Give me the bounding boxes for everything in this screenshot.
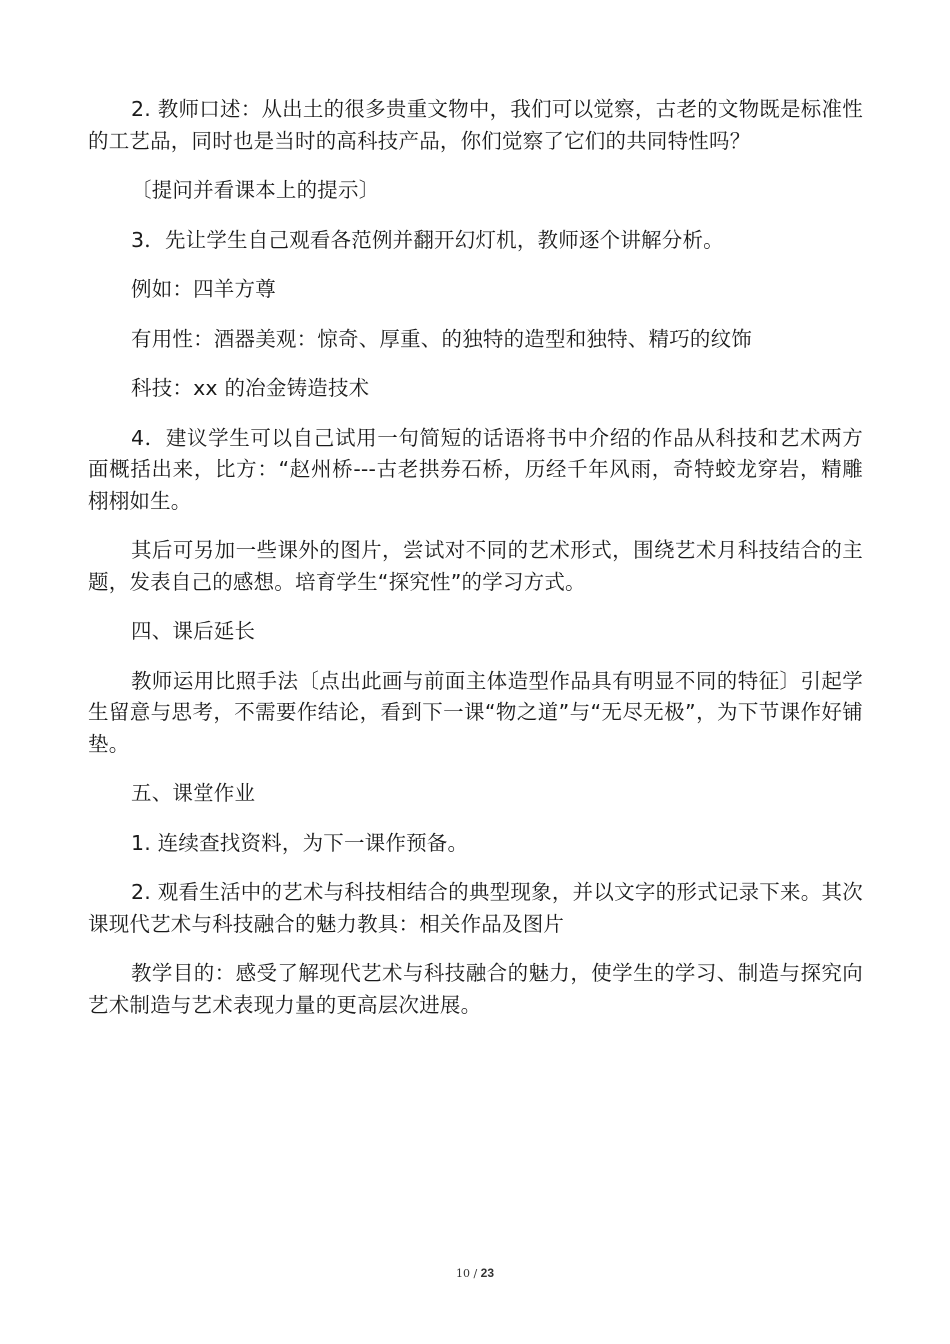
section-heading-homework: 五、课堂作业 <box>131 781 256 805</box>
paragraph-extra-images: 其后可另加一些课外的图片，尝试对不同的艺术形式，围绕艺术月科技结合的主题，发表自己的感想。培育学生“探究性”的学习方式。 <box>88 538 863 594</box>
paragraph-technology: 科技：xx 的冶金铸造技术 <box>131 376 370 400</box>
page-number <box>0 1266 950 1280</box>
paragraph-usefulness: 有用性：酒器美观：惊奇、厚重、的独特的造型和独特、精巧的纹饰 <box>131 326 752 351</box>
paragraph-example: 例如：四羊方尊 <box>131 277 276 301</box>
document-body <box>88 94 863 1039</box>
paragraph-comparison: 教师运用比照手法〔点出此画与前面主体造型作品具有明显不同的特征〕引起学生留意与思考，不需要作结论，看到下一课“物之道”与“无尽无极”，为下节课作好铺垫。 <box>88 668 863 756</box>
paragraph-teaching-goal: 教学目的：感受了解现代艺术与科技融合的魅力，使学生的学习、制造与探究向艺术制造与艺术表现力量的更高层次进展。 <box>88 961 863 1017</box>
current-page-number: 10 <box>455 1267 470 1280</box>
paragraph-question-hint: 〔提问并看课本上的提示〕 <box>131 178 380 202</box>
paragraph-teacher-narration: 2. 教师口述：从出土的很多贵重文物中，我们可以觉察，古老的文物既是标准性的工艺品，同时也是当时的高科技产品，你们觉察了它们的共同特性吗？ <box>88 97 863 153</box>
total-pages: 23 <box>480 1266 495 1280</box>
paragraph-slides: 3．先让学生自己观看各范例并翻开幻灯机，教师逐个讲解分析。 <box>131 227 724 252</box>
page-separator: / <box>473 1267 478 1280</box>
section-heading-extension: 四、课后延长 <box>131 619 256 643</box>
paragraph-homework-2: 2. 观看生活中的艺术与科技相结合的典型现象，并以文字的形式记录下来。其次课现代艺术与科技融合的魅力教具：相关作品及图片 <box>88 880 863 936</box>
paragraph-suggestion: 4．建议学生可以自己试用一句简短的话语将书中介绍的作品从科技和艺术两方面概括出来，比方：“赵州桥---古老拱券石桥，历经千年风雨，奇特蛟龙穿岩，精雕栩栩如生。 <box>88 425 863 513</box>
paragraph-homework-1: 1. 连续查找资料，为下一课作预备。 <box>131 830 469 855</box>
